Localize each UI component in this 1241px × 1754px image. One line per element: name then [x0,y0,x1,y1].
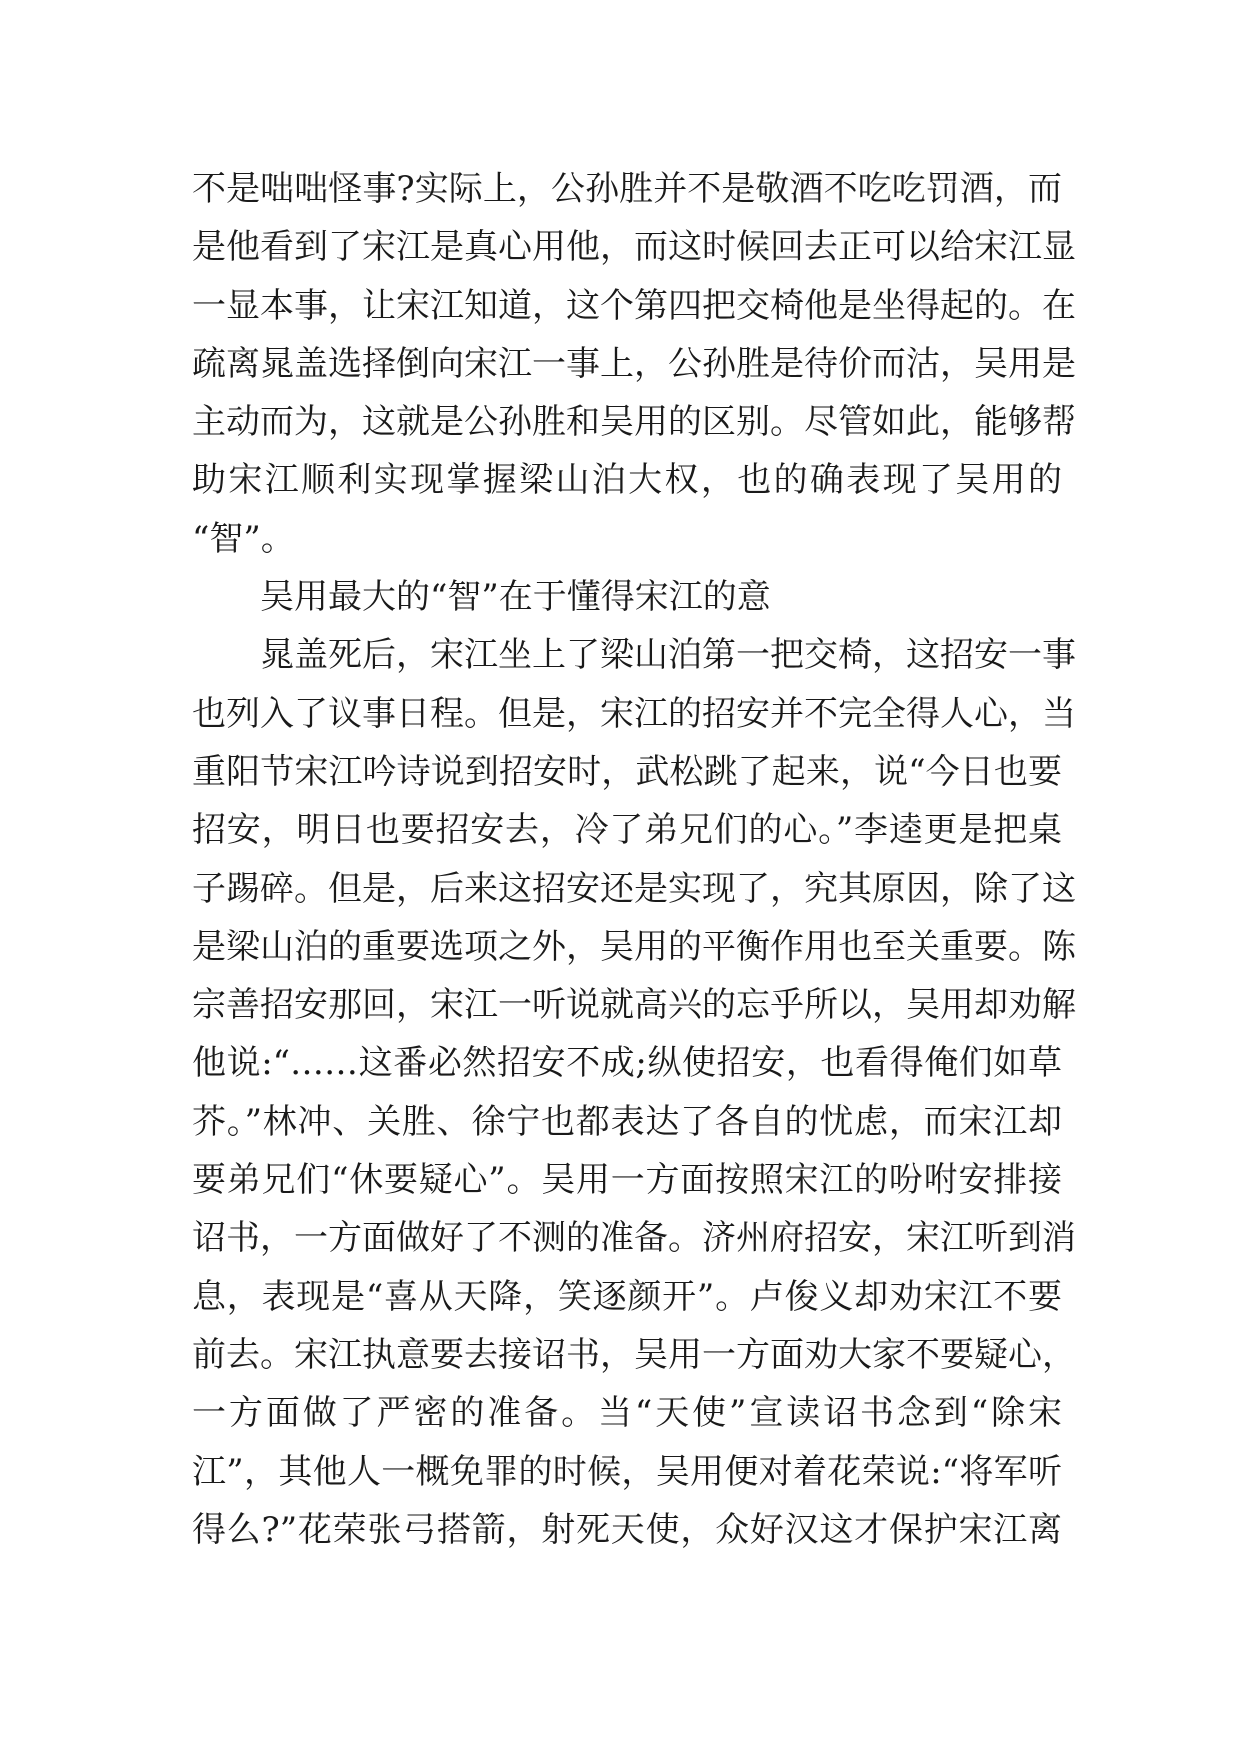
text-line: 诏书，一方面做好了不测的准备。济州府招安，宋江听到消 [192,1218,1076,1259]
text-line: 是梁山泊的重要选项之外，吴用的平衡作用也至关重要。陈 [192,926,1076,967]
section-heading: 吴用最大的“智”在于懂得宋江的意 [260,577,771,618]
text-line: 是他看到了宋江是真心用他，而这时候回去正可以给宋江显 [192,227,1076,268]
text-line: 前去。宋江执意要去接诏书，吴用一方面劝大家不要疑心， [192,1334,1076,1375]
paragraph-first-line: 晁盖死后，宋江坐上了梁山泊第一把交椅，这招安一事 [260,635,1076,676]
text-line: 疏离晁盖选择倒向宋江一事上，公孙胜是待价而沽，吴用是 [192,343,1076,384]
text-line: 重阳节宋江吟诗说到招安时，武松跳了起来，说“今日也要 [192,751,1062,792]
text-line: 得么?”花荣张弓搭箭，射死天使，众好汉这才保护宋江离 [192,1509,1062,1550]
text-line: 息，表现是“喜从天降，笑逐颜开”。卢俊义却劝宋江不要 [192,1276,1062,1317]
text-line: 不是咄咄怪事?实际上，公孙胜并不是敬酒不吃吃罚酒，而 [192,169,1062,209]
text-line: 招安，明日也要招安去，冷了弟兄们的心。”李逵更是把桌 [192,810,1062,851]
text-line: 主动而为，这就是公孙胜和吴用的区别。尽管如此，能够帮 [192,402,1076,443]
text-line: 一方面做了严密的准备。当“天使”宣读诏书念到“除宋 [192,1393,1062,1434]
text-line: 要弟兄们“休要疑心”。吴用一方面按照宋江的吩咐安排接 [192,1160,1062,1201]
text-line: 他说:“……这番必然招安不成;纵使招安，也看得俺们如草 [192,1043,1062,1084]
text-line: 一显本事，让宋江知道，这个第四把交椅他是坐得起的。在 [192,285,1076,326]
text-line: 芥。”林冲、关胜、徐宁也都表达了各自的忧虑，而宋江却 [192,1101,1062,1142]
text-line: 子踢碎。但是，后来这招安还是实现了，究其原因，除了这 [192,868,1076,909]
text-line: 助宋江顺利实现掌握梁山泊大权，也的确表现了吴用的 [192,460,1062,501]
body-text [192,160,1076,1559]
text-line: 宗善招安那回，宋江一听说就高兴的忘乎所以，吴用却劝解 [192,985,1076,1026]
text-line: “智”。 [192,518,295,559]
text-line: 江”，其他人一概免罪的时候，吴用便对着花荣说:“将军听 [192,1451,1062,1492]
text-line: 也列入了议事日程。但是，宋江的招安并不完全得人心，当 [192,693,1076,734]
